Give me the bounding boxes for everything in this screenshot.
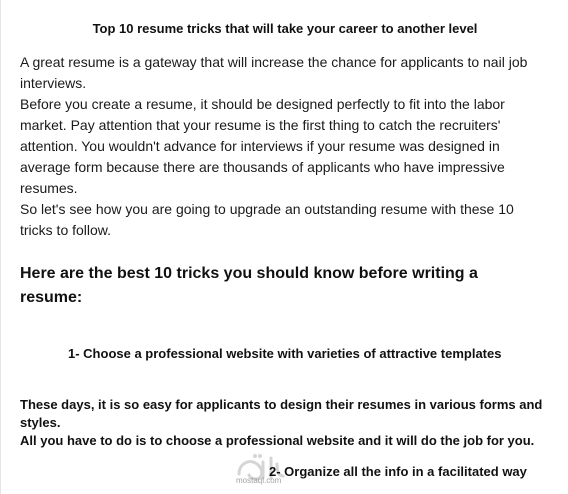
trick-1-heading: 1- Choose a professional website with varieties of attractive templates [68, 346, 502, 361]
trick-1-paragraph-2: All you have to do is to choose a professional website and it will do the job for you. [20, 433, 535, 448]
intro-paragraph-2: Before you create a resume, it should be designed perfectly to fit into the labor market. Pay attention that your resume is the first thing to catch the recruiters' attention. You wouldn't advance for interviews if your resume was designed in average form because there are thousands of applicants who have impressive resumes. [20, 96, 505, 196]
trick-2-heading: 2- Organize all the info in a facilitated way [269, 464, 527, 479]
section-heading: Here are the best 10 tricks you should know before writing a resume: [20, 265, 478, 306]
document-title: Top 10 resume tricks that will take your career to another level [92, 21, 478, 36]
intro-paragraph-1: A great resume is a gateway that will increase the chance for applicants to nail job interviews. [20, 54, 528, 91]
trick-1-text [20, 396, 550, 450]
trick-1-paragraph-1: These days, it is so easy for applicants to design their resumes in various forms and styles. [20, 397, 543, 430]
watermark-brand-text: mostaql.com [236, 476, 282, 485]
intro-text [20, 52, 550, 241]
intro-paragraph-3: So let's see how you are going to upgrade an outstanding resume with these 10 tricks to follow. [20, 201, 514, 238]
